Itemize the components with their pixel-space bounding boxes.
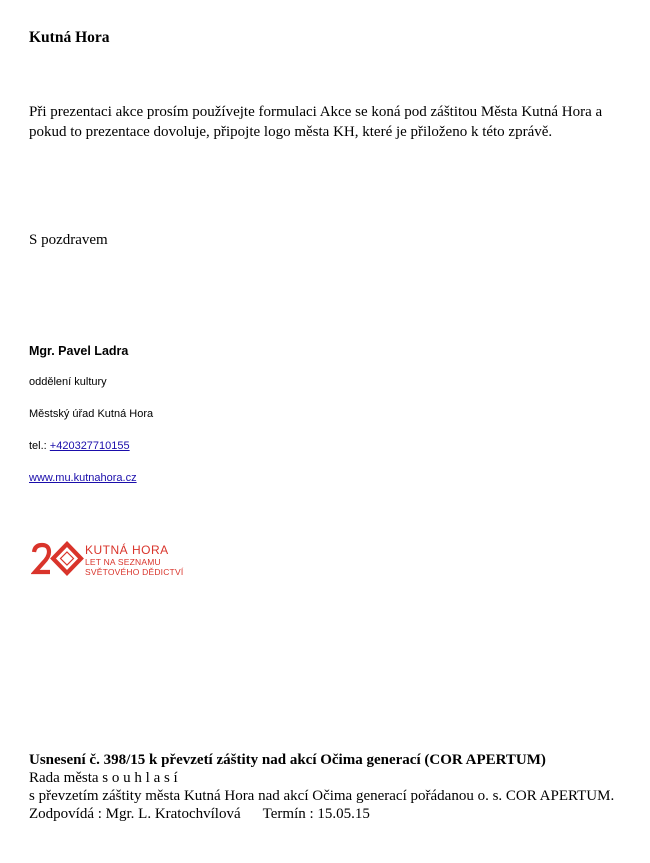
resolution-approval: Rada města s o u h l a s í: [29, 770, 178, 786]
greeting: S pozdravem: [29, 232, 108, 248]
signature-office: Městský úřad Kutná Hora: [29, 408, 154, 420]
resolution-footer: [29, 805, 629, 823]
resolution-responsible: Zodpovídá : Mgr. L. Kratochvílová: [29, 806, 241, 822]
logo-title: KUTNÁ HORA: [85, 543, 169, 557]
phone-link[interactable]: +420327710155: [49, 440, 130, 452]
signature-phone-line: [29, 440, 130, 452]
website-link[interactable]: www.mu.kutnahora.cz: [29, 472, 137, 484]
resolution-deadline: Termín : 15.05.15: [262, 806, 370, 822]
resolution-block: [29, 751, 629, 823]
intro-paragraph: Při prezentaci akce prosím používejte formulaci Akce se koná pod záštitou Města Kutná Hora a pokud to prezentace dovoluje, připojte logo města KH, které je přiloženo k této zprávě.: [29, 104, 603, 140]
logo-emblem-icon: [31, 540, 85, 586]
logo-subtitle-1: LET NA SEZNAMU: [85, 557, 161, 567]
resolution-title: Usnesení č. 398/15 k převzetí záštity nad akcí Očima generací (COR APERTUM): [29, 752, 546, 768]
signature-department: oddělení kultury: [29, 376, 107, 388]
signature-website-line: [29, 472, 137, 484]
logo-subtitle-2: SVĚTOVÉHO DĚDICTVÍ: [85, 567, 184, 577]
phone-label: tel.:: [29, 440, 50, 452]
signature-name: Mgr. Pavel Ladra: [29, 344, 129, 358]
city-logo: [31, 540, 201, 586]
document-heading: Kutná Hora: [29, 29, 110, 46]
resolution-text: s převzetím záštity města Kutná Hora nad akcí Očima generací pořádanou o. s. COR APERTUM.: [29, 788, 615, 804]
